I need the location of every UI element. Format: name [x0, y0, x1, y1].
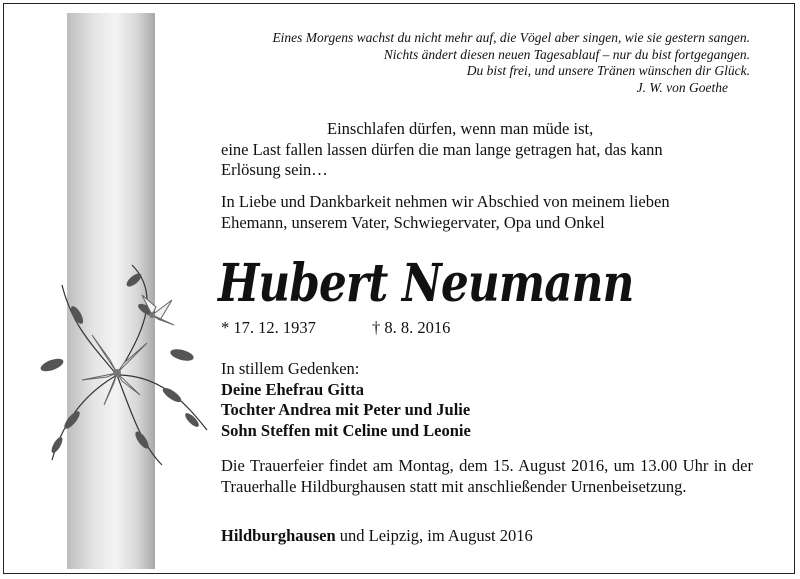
quote-line: Eines Morgens wachst du nicht mehr auf, die Vögel aber singen, wie sie gestern sangen. [272, 30, 750, 45]
intro-line: Erlösung sein… [221, 160, 328, 179]
closing-rest: und Leipzig, im August 2016 [335, 526, 533, 545]
birth-date: * 17. 12. 1937 [221, 318, 316, 337]
mourner-line: Sohn Steffen mit Celine und Leonie [221, 420, 471, 440]
intro-line: Einschlafen dürfen, wenn man müde ist, [327, 119, 594, 138]
intro-verse [221, 119, 663, 181]
quote-line: Nichts ändert diesen neuen Tagesablauf – nur du bist fortgegangen. [383, 46, 750, 62]
deceased-name: Hubert Neumann [218, 253, 634, 314]
closing-place: Hildburghausen [221, 526, 336, 545]
mourners-block [221, 359, 471, 441]
mourner-line: Tochter Andrea mit Peter und Julie [221, 400, 471, 419]
quote-author: J. W. von Goethe [636, 79, 728, 95]
goethe-quote [150, 30, 750, 96]
intro-line: eine Last fallen lassen dürfen die man lange getragen hat, das kann [221, 139, 663, 159]
mourners-heading: In stillem Gedenken: [221, 359, 360, 378]
farewell-text [221, 192, 670, 233]
ceremony-text: Die Trauerfeier findet am Montag, dem 15. August 2016, um 13.00 Uhr in der Trauerhalle Hildburghausen statt mit anschließender Urnenbeisetzung. [221, 456, 753, 496]
farewell-line: Ehemann, unserem Vater, Schwiegervater, Opa und Onkel [221, 212, 605, 232]
death-date: † 8. 8. 2016 [372, 318, 451, 337]
mourner-line: Deine Ehefrau Gitta [221, 379, 364, 399]
lily-bouquet-illustration [22, 255, 212, 470]
farewell-line: In Liebe und Dankbarkeit nehmen wir Abschied von meinem lieben [221, 192, 670, 211]
quote-line: Du bist frei, und unsere Tränen wünschen dir Glück. [466, 63, 750, 78]
closing-line [221, 526, 533, 547]
